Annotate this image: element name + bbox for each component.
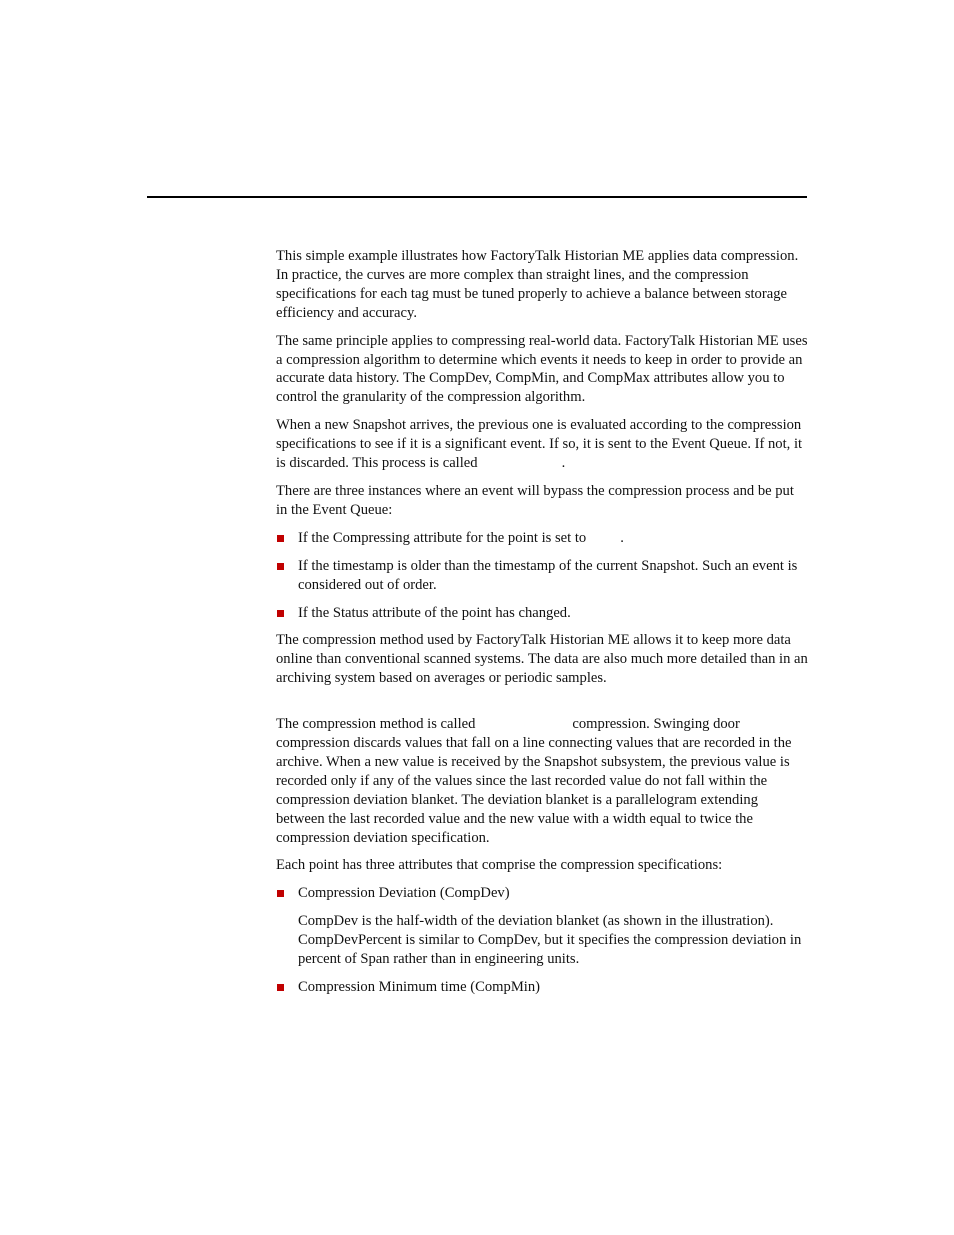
bypass-list-item-1-text: If the Compressing attribute for the point is set to	[298, 529, 587, 546]
paragraph-principle: The same principle applies to compressing real-world data. FactoryTalk Historian ME uses a compression algorithm to determine which events it needs to keep in order to provide an accurate data history. The CompDev, CompMin, and CompMax attributes allow you to control the granularity of the compression algorithm.	[276, 332, 808, 406]
bypass-list-item-1	[276, 529, 808, 548]
paragraph-snapshot-end: .	[561, 455, 566, 472]
paragraph-bypass-intro: There are three instances where an event will bypass the compression process and be put in the Event Queue:	[276, 482, 794, 518]
paragraph-compression-method: The compression method used by FactoryTalk Historian ME allows it to keep more data online than conventional scanned systems. The data are also much more detailed than in an archiving system based on averages or periodic samples.	[276, 632, 808, 687]
square-bullet-icon	[277, 890, 284, 897]
bypass-list-item-1-end: .	[620, 529, 624, 546]
spec-list-item-2	[276, 978, 808, 997]
paragraph-swinging-door-start: The compression method is called	[276, 716, 476, 733]
header-rule	[147, 196, 807, 198]
paragraph-snapshot	[276, 416, 808, 473]
paragraph-attributes-intro: Each point has three attributes that comprise the compression specifications:	[276, 857, 723, 874]
square-bullet-icon	[277, 535, 284, 542]
bypass-list-item-3	[276, 604, 808, 623]
spec-list-item-2-text: Compression Minimum time (CompMin)	[298, 979, 541, 995]
paragraph-swinging-door-end: compression. Swinging door compression discards values that fall on a line connecting values that are recorded in the archive. When a new value is received by the Snapshot subsystem, the previous value is recorded only if any of the values since the last recorded value do not fall within the compression deviation blanket. The deviation blanket is a parallelogram extending between the last recorded value and the new value with a width equal to twice the compression deviation specification.	[276, 716, 792, 846]
page-body	[276, 247, 808, 1006]
bypass-list-item-2	[276, 557, 808, 595]
section-gap	[276, 697, 808, 715]
square-bullet-icon	[277, 984, 284, 991]
spec-list-item-1-text: Compression Deviation (CompDev)	[298, 885, 510, 902]
paragraph-example: This simple example illustrates how FactoryTalk Historian ME applies data compression. In practice, the curves are more complex than straight lines, and the compression specifications for each tag must be tuned properly to achieve a balance between storage efficiency and accuracy.	[276, 248, 799, 321]
square-bullet-icon	[277, 610, 284, 617]
square-bullet-icon	[277, 563, 284, 570]
compdev-description: CompDev is the half-width of the deviation blanket (as shown in the illustration). CompDevPercent is similar to CompDev, but it specifies the compression deviation in percent of Span rather than in engineering units.	[298, 913, 802, 968]
paragraph-snapshot-text: When a new Snapshot arrives, the previous one is evaluated according to the compression specifications to see if it is a significant event. If so, it is sent to the Event Queue. If not, it is discarded. This process is called	[276, 417, 803, 472]
spec-list-item-1	[276, 884, 808, 903]
bypass-list-item-3-text: If the Status attribute of the point has changed.	[298, 604, 571, 621]
bypass-list-item-2-text: If the timestamp is older than the timestamp of the current Snapshot. Such an event is considered out of order.	[298, 557, 798, 593]
paragraph-swinging-door	[276, 715, 808, 847]
